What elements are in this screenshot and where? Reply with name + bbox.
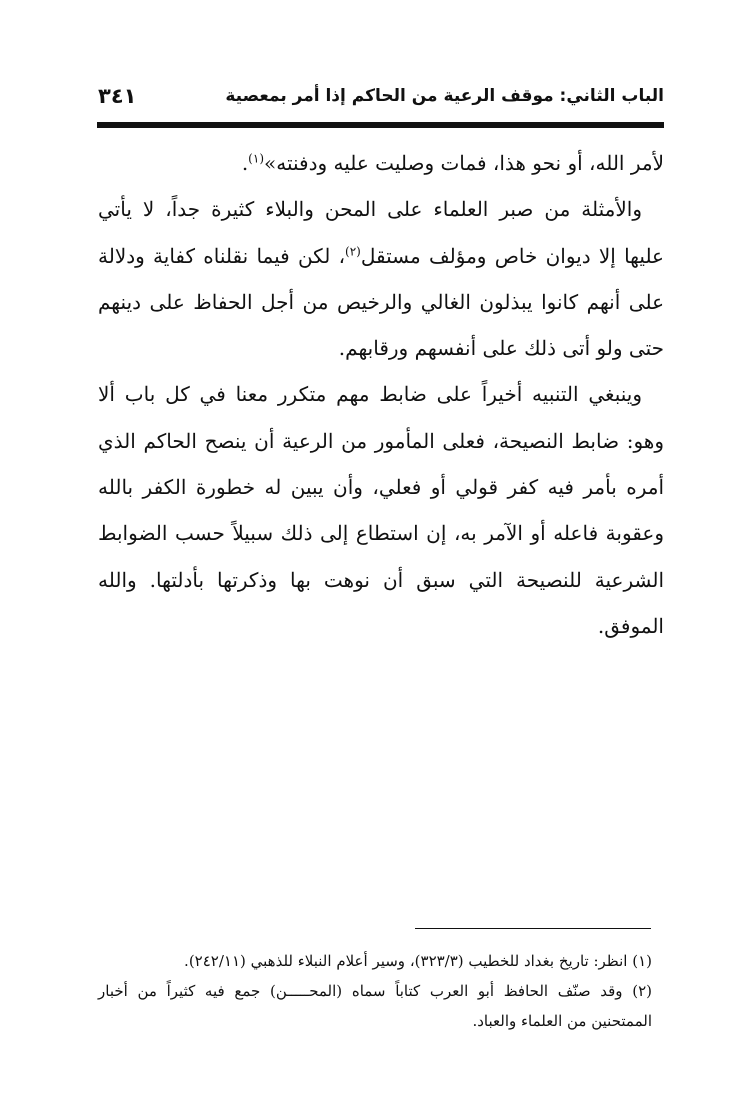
footnotes [98, 946, 652, 1036]
paragraph-2 [98, 186, 664, 371]
footnote-2: (٢) وقد صنّف الحافظ أبو العرب كتاباً سماه (المحـــــن) جمع فيه كثيراً من أخبار الممتحنين من العلماء والعباد. [98, 982, 652, 1030]
page-number: ٣٤١ [98, 84, 137, 108]
paragraph-2-text-a: والأمثلة من صبر العلماء على المحن والبلاء كثيرة جداً، لا يأتي عليها إلا ديوان خاص ومؤلف مستقل [98, 197, 664, 268]
header-rule [97, 122, 664, 128]
paragraph-1-text: لأمر الله، أو نحو هذا، فمات وصليت عليه ودفنته» [264, 151, 664, 175]
paragraph-1-end: . [241, 151, 249, 175]
paragraph-3: وينبغي التنبيه أخيراً على ضابط مهم متكرر معنا في كل باب ألا وهو: ضابط النصيحة، فعلى المأمور من الرعية أن ينصح الحاكم الذي أمره بأمر فيه كفر قولي أو فعلي، وأن يبين له خطورة الكفر بالله وعقوبة فاعله أو الآمر به، إن استطاع إلى ذلك سبيلاً حسب الضوابط الشرعية للنصيحة التي سبق أن نوهت بها وذكرتها بأدلتها. والله الموفق. [98, 382, 664, 638]
paragraph-1 [98, 140, 664, 186]
footnote-ref-1[interactable]: (١) [248, 151, 264, 166]
footnote-ref-2[interactable]: (٢) [345, 243, 361, 258]
main-text [98, 140, 664, 649]
running-header [98, 84, 664, 118]
paragraph-2-text-b: ، لكن فيما نقلناه كفاية ودلالة على أنهم كانوا يبذلون الغالي والرخيص من أجل الحفاظ على دينهم حتى ولو أتى ذلك على أنفسهم ورقابهم. [98, 243, 664, 361]
chapter-title: الباب الثاني: موقف الرعية من الحاكم إذا أمر بمعصية [225, 86, 664, 106]
footnote-1: (١) انظر: تاريخ بغداد للخطيب (٣٢٣/٣)، وسير أعلام النبلاء للذهبي (٢٤٢/١١). [184, 952, 652, 970]
footnote-rule [415, 928, 651, 929]
